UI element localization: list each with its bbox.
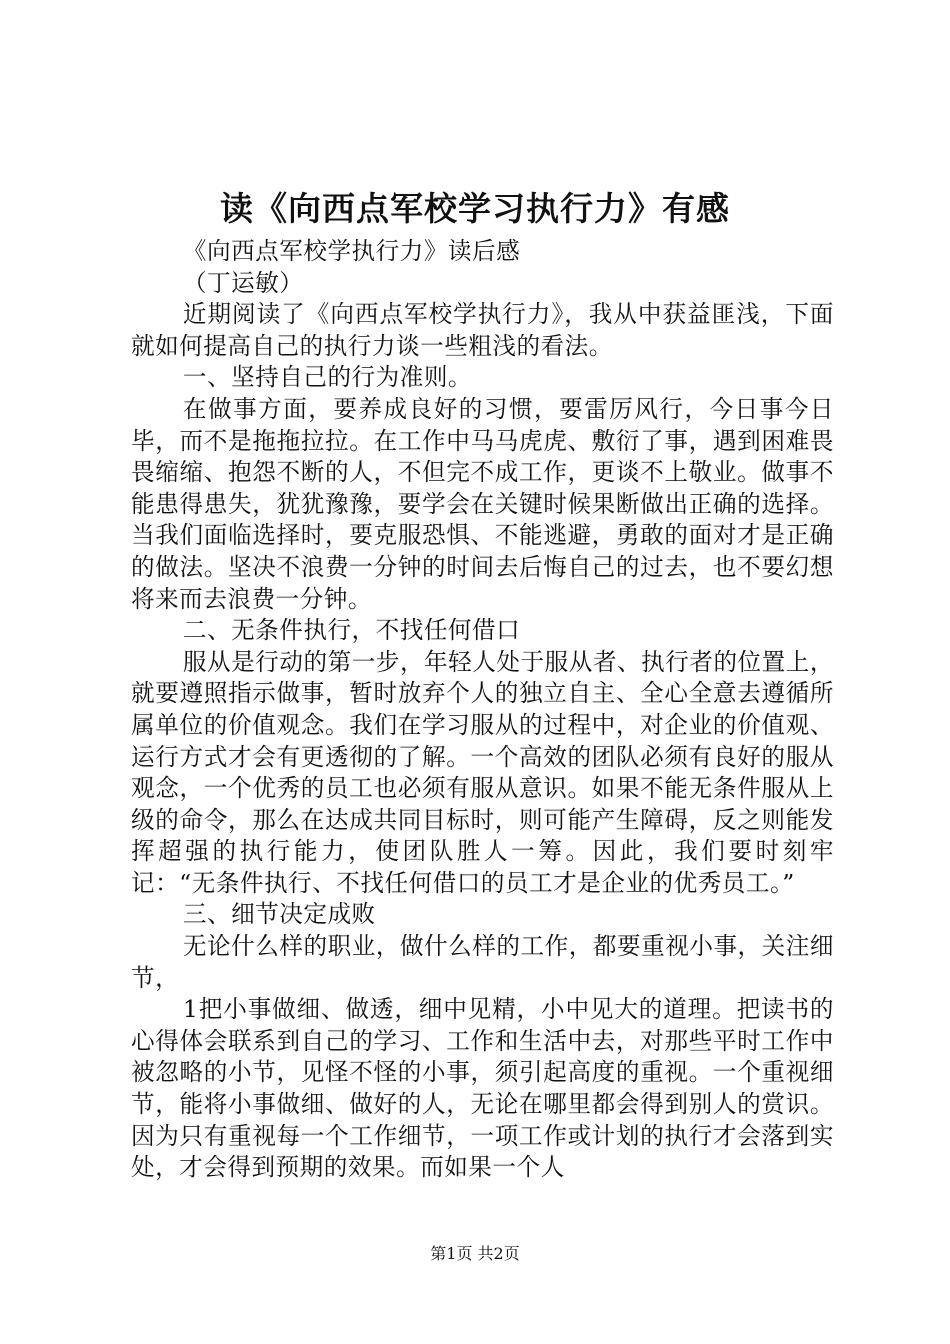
body-paragraph: 1把小事做细、做透，细中见精，小中见大的道理。把读书的心得体会联系到自己的学习、工作和生活中去，对那些平时工作中被忽略的小节，见怪不怪的小事，须引起高度的重视。一个重视细节，能将小事做细、做好的人，无论在哪里都会得到别人的赏识。因为只有重视每一个工作细节，一项工作或计划的执行才会落到实处，才会得到预期的效果。而如果一个人	[131, 995, 834, 1182]
author-paragraph: （丁运敏）	[182, 268, 304, 297]
section-heading-3: 三、细节决定成败	[182, 900, 376, 929]
section-heading-1: 一、坚持自己的行为准则。	[182, 363, 473, 392]
intro-paragraph: 近期阅读了《向西点军校学执行力》，我从中获益匪浅，下面就如何提高自己的执行力谈一些粗浅的看法。	[131, 300, 834, 360]
document-body	[131, 236, 834, 1184]
subtitle-paragraph: 《向西点军校学执行力》读后感	[182, 237, 521, 265]
document-title: 读《向西点军校学习执行力》有感	[220, 189, 730, 228]
body-paragraph: 无论什么样的职业，做什么样的工作，都要重视小事，关注细节，	[131, 932, 834, 992]
page-number-footer: 第1页 共2页	[430, 1244, 520, 1263]
body-paragraph: 服从是行动的第一步，年轻人处于服从者、执行者的位置上，就要遵照指示做事，暂时放弃个人的独立自主、全心全意去遵循所属单位的价值观念。我们在学习服从的过程中，对企业的价值观、运行方式才会有更透彻的了解。一个高效的团队必须有良好的服从观念，一个优秀的员工也必须有服从意识。如果不能无条件服从上级的命令，那么在达成共同目标时，则可能产生障碍，反之则能发挥超强的执行能力，使团队胜人一筹。因此，我们要时刻牢记：“无条件执行、不找任何借口的员工才是企业的优秀员工。”	[131, 647, 834, 897]
section-heading-2: 二、无条件执行，不找任何借口	[182, 616, 521, 645]
body-paragraph: 在做事方面，要养成良好的习惯，要雷厉风行，今日事今日毕，而不是拖拖拉拉。在工作中马马虎虎、敷衍了事，遇到困难畏畏缩缩、抱怨不断的人，不但完不成工作，更谈不上敬业。做事不能患得患失，犹犹豫豫，要学会在关键时候果断做出正确的选择。当我们面临选择时，要克服恐惧、不能逃避，勇敢的面对才是正确的做法。坚决不浪费一分钟的时间去后悔自己的过去，也不要幻想将来而去浪费一分钟。	[131, 394, 834, 613]
